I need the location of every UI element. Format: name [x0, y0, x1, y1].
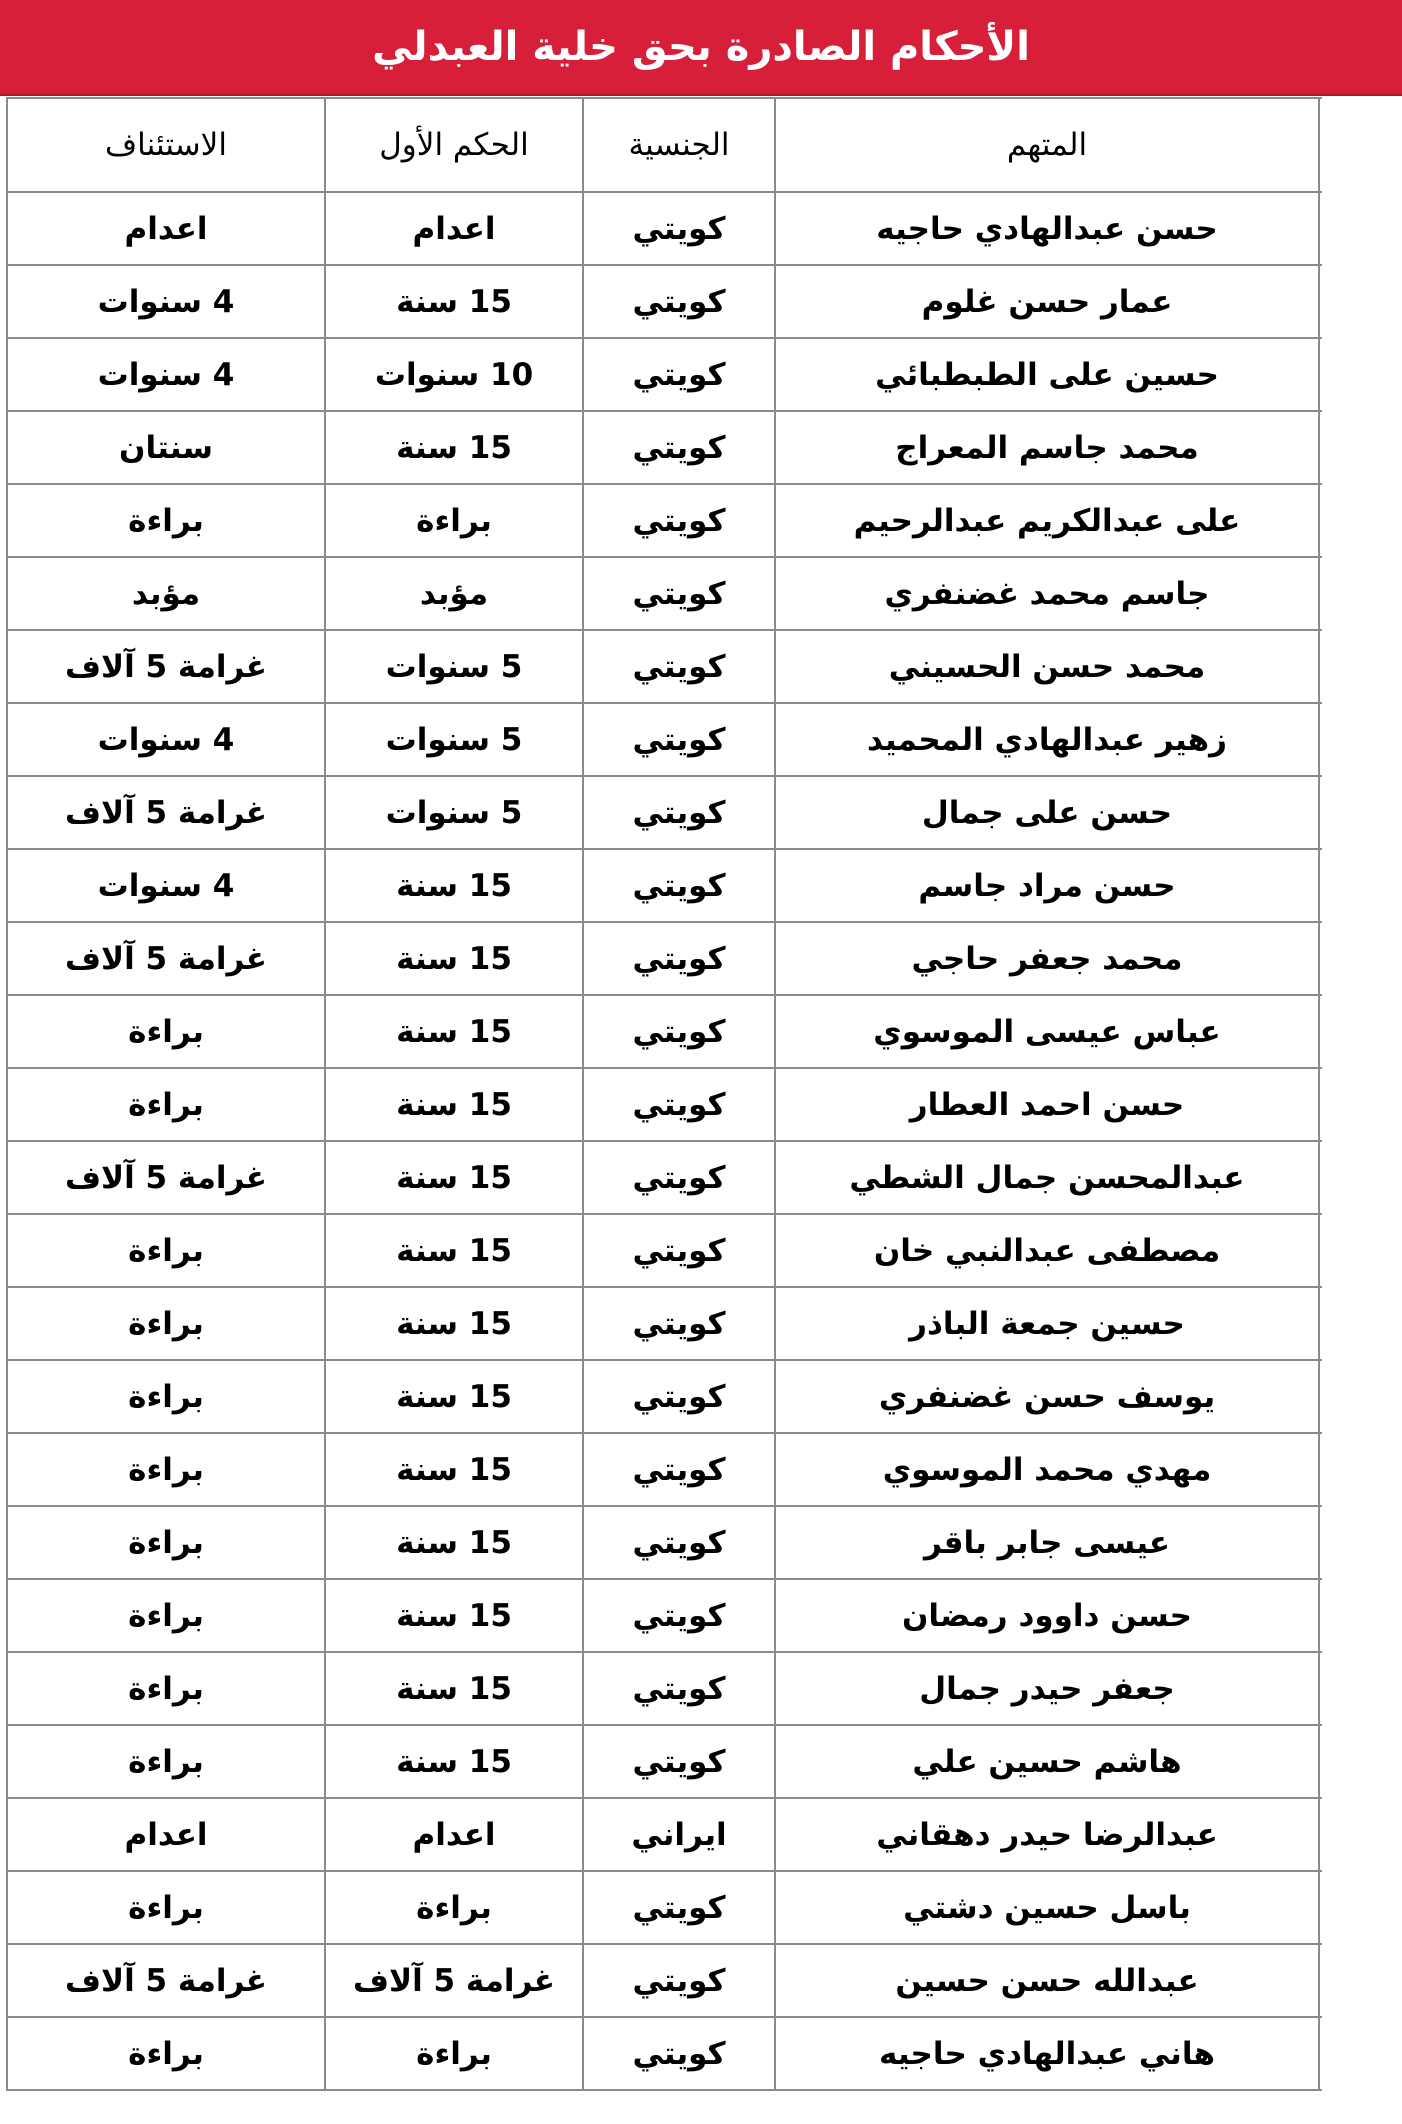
- table-row: [7, 1433, 1399, 1506]
- nationality-cell: كويتي: [583, 630, 775, 703]
- first-verdict-cell: براءة: [325, 484, 583, 557]
- first-verdict-cell: 15 سنة: [325, 1652, 583, 1725]
- verdicts-table: [6, 97, 1400, 2091]
- table-row: [7, 338, 1399, 411]
- table-row: [7, 1798, 1399, 1871]
- nationality-cell: كويتي: [583, 557, 775, 630]
- first-verdict-cell: 10 سنوات: [325, 338, 583, 411]
- accused-name: مهدي محمد الموسوي: [775, 1433, 1319, 1506]
- accused-name: حسن مراد جاسم: [775, 849, 1319, 922]
- appeal-cell: مؤبد: [7, 557, 325, 630]
- title-bar: [0, 0, 1402, 96]
- appeal-cell: اعدام: [7, 1798, 325, 1871]
- accused-name: جاسم محمد غضنفري: [775, 557, 1319, 630]
- appeal-cell: 4 سنوات: [7, 849, 325, 922]
- first-verdict-cell: غرامة 5 آلاف: [325, 1944, 583, 2017]
- first-verdict-cell: 15 سنة: [325, 1360, 583, 1433]
- appeal-cell: سنتان: [7, 411, 325, 484]
- accused-name: يوسف حسن غضنفري: [775, 1360, 1319, 1433]
- appeal-cell: براءة: [7, 1433, 325, 1506]
- appeal-cell: غرامة 5 آلاف: [7, 922, 325, 995]
- first-verdict-cell: اعدام: [325, 192, 583, 265]
- first-verdict-cell: 5 سنوات: [325, 776, 583, 849]
- nationality-cell: كويتي: [583, 1433, 775, 1506]
- appeal-cell: براءة: [7, 1652, 325, 1725]
- appeal-cell: غرامة 5 آلاف: [7, 1944, 325, 2017]
- appeal-cell: براءة: [7, 1871, 325, 1944]
- first-verdict-cell: 15 سنة: [325, 1506, 583, 1579]
- nationality-cell: كويتي: [583, 1287, 775, 1360]
- table-row: [7, 484, 1399, 557]
- table-row: [7, 1725, 1399, 1798]
- first-verdict-cell: 15 سنة: [325, 1141, 583, 1214]
- appeal-cell: براءة: [7, 1287, 325, 1360]
- nationality-cell: ايراني: [583, 1798, 775, 1871]
- appeal-cell: براءة: [7, 1506, 325, 1579]
- table-row: [7, 776, 1399, 849]
- accused-name: عباس عيسى الموسوي: [775, 995, 1319, 1068]
- accused-name: حسن على جمال: [775, 776, 1319, 849]
- appeal-cell: غرامة 5 آلاف: [7, 630, 325, 703]
- nationality-cell: كويتي: [583, 1871, 775, 1944]
- first-verdict-cell: 15 سنة: [325, 995, 583, 1068]
- table-row: [7, 1214, 1399, 1287]
- table-row: [7, 1360, 1399, 1433]
- header-row: [7, 98, 1399, 192]
- first-verdict-cell: 15 سنة: [325, 849, 583, 922]
- accused-name: حسين على الطبطبائي: [775, 338, 1319, 411]
- appeal-cell: براءة: [7, 1214, 325, 1287]
- accused-name: حسن احمد العطار: [775, 1068, 1319, 1141]
- header-first-verdict: الحكم الأول: [325, 98, 583, 192]
- first-verdict-cell: 15 سنة: [325, 1433, 583, 1506]
- appeal-cell: براءة: [7, 995, 325, 1068]
- first-verdict-cell: براءة: [325, 1871, 583, 1944]
- nationality-cell: كويتي: [583, 411, 775, 484]
- appeal-cell: براءة: [7, 2017, 325, 2090]
- accused-name: محمد جعفر حاجي: [775, 922, 1319, 995]
- table-row: [7, 1068, 1399, 1141]
- accused-name: عيسى جابر باقر: [775, 1506, 1319, 1579]
- table-row: [7, 192, 1399, 265]
- table-row: [7, 1141, 1399, 1214]
- table-row: [7, 557, 1399, 630]
- appeal-cell: 4 سنوات: [7, 703, 325, 776]
- accused-name: حسين جمعة الباذر: [775, 1287, 1319, 1360]
- table-row: [7, 922, 1399, 995]
- appeal-cell: براءة: [7, 1579, 325, 1652]
- accused-name: عبدالمحسن جمال الشطي: [775, 1141, 1319, 1214]
- nationality-cell: كويتي: [583, 338, 775, 411]
- accused-name: حسن عبدالهادي حاجيه: [775, 192, 1319, 265]
- first-verdict-cell: 15 سنة: [325, 265, 583, 338]
- page-margin: [1322, 97, 1402, 2124]
- accused-name: عمار حسن غلوم: [775, 265, 1319, 338]
- accused-name: محمد حسن الحسيني: [775, 630, 1319, 703]
- accused-name: زهير عبدالهادي المحميد: [775, 703, 1319, 776]
- first-verdict-cell: براءة: [325, 2017, 583, 2090]
- first-verdict-cell: 15 سنة: [325, 922, 583, 995]
- table-row: [7, 630, 1399, 703]
- header-accused: المتهم: [775, 98, 1319, 192]
- first-verdict-cell: 15 سنة: [325, 1579, 583, 1652]
- accused-name: حسن داوود رمضان: [775, 1579, 1319, 1652]
- table-row: [7, 265, 1399, 338]
- nationality-cell: كويتي: [583, 1506, 775, 1579]
- nationality-cell: كويتي: [583, 1579, 775, 1652]
- table-row: [7, 1652, 1399, 1725]
- appeal-cell: 4 سنوات: [7, 338, 325, 411]
- first-verdict-cell: 15 سنة: [325, 1287, 583, 1360]
- accused-name: محمد جاسم المعراج: [775, 411, 1319, 484]
- accused-name: هاشم حسين علي: [775, 1725, 1319, 1798]
- table-row: [7, 995, 1399, 1068]
- nationality-cell: كويتي: [583, 484, 775, 557]
- first-verdict-cell: 15 سنة: [325, 411, 583, 484]
- accused-name: جعفر حيدر جمال: [775, 1652, 1319, 1725]
- table-row: [7, 849, 1399, 922]
- appeal-cell: براءة: [7, 1725, 325, 1798]
- header-nationality: الجنسية: [583, 98, 775, 192]
- accused-name: مصطفى عبدالنبي خان: [775, 1214, 1319, 1287]
- table-row: [7, 1944, 1399, 2017]
- nationality-cell: كويتي: [583, 1725, 775, 1798]
- appeal-cell: غرامة 5 آلاف: [7, 776, 325, 849]
- nationality-cell: كويتي: [583, 192, 775, 265]
- nationality-cell: كويتي: [583, 265, 775, 338]
- appeal-cell: براءة: [7, 1360, 325, 1433]
- nationality-cell: كويتي: [583, 1944, 775, 2017]
- nationality-cell: كويتي: [583, 1068, 775, 1141]
- appeal-cell: براءة: [7, 1068, 325, 1141]
- first-verdict-cell: 15 سنة: [325, 1214, 583, 1287]
- appeal-cell: 4 سنوات: [7, 265, 325, 338]
- accused-name: باسل حسين دشتي: [775, 1871, 1319, 1944]
- first-verdict-cell: 15 سنة: [325, 1725, 583, 1798]
- first-verdict-cell: 5 سنوات: [325, 630, 583, 703]
- table-row: [7, 1579, 1399, 1652]
- first-verdict-cell: اعدام: [325, 1798, 583, 1871]
- table-row: [7, 1871, 1399, 1944]
- accused-name: هاني عبدالهادي حاجيه: [775, 2017, 1319, 2090]
- nationality-cell: كويتي: [583, 703, 775, 776]
- accused-name: على عبدالكريم عبدالرحيم: [775, 484, 1319, 557]
- appeal-cell: براءة: [7, 484, 325, 557]
- table-row: [7, 1506, 1399, 1579]
- nationality-cell: كويتي: [583, 849, 775, 922]
- nationality-cell: كويتي: [583, 1360, 775, 1433]
- nationality-cell: كويتي: [583, 995, 775, 1068]
- accused-name: عبدالله حسن حسين: [775, 1944, 1319, 2017]
- nationality-cell: كويتي: [583, 1652, 775, 1725]
- table-row: [7, 2017, 1399, 2090]
- first-verdict-cell: 15 سنة: [325, 1068, 583, 1141]
- nationality-cell: كويتي: [583, 1141, 775, 1214]
- table-row: [7, 411, 1399, 484]
- appeal-cell: اعدام: [7, 192, 325, 265]
- page-title: الأحكام الصادرة بحق خلية العبدلي: [372, 24, 1030, 70]
- nationality-cell: كويتي: [583, 922, 775, 995]
- table-row: [7, 1287, 1399, 1360]
- first-verdict-cell: 5 سنوات: [325, 703, 583, 776]
- table-row: [7, 703, 1399, 776]
- accused-name: عبدالرضا حيدر دهقاني: [775, 1798, 1319, 1871]
- first-verdict-cell: مؤبد: [325, 557, 583, 630]
- appeal-cell: غرامة 5 آلاف: [7, 1141, 325, 1214]
- nationality-cell: كويتي: [583, 2017, 775, 2090]
- nationality-cell: كويتي: [583, 776, 775, 849]
- header-appeal: الاستئناف: [7, 98, 325, 192]
- table-body: [7, 192, 1399, 2090]
- nationality-cell: كويتي: [583, 1214, 775, 1287]
